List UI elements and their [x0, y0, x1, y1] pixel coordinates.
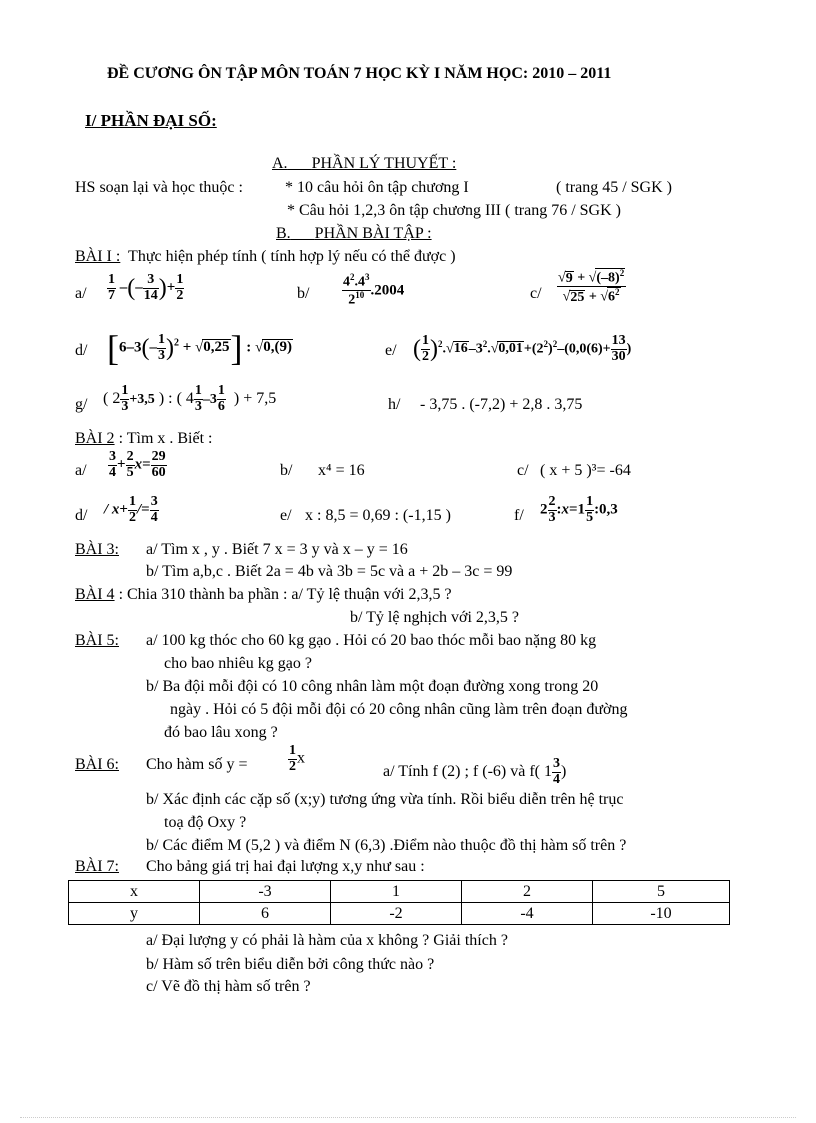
- section-b-title: PHẦN BÀI TẬP :: [314, 225, 432, 242]
- ex1-c-expression: $\frac{√9 + √(-8)^2}{√25 + √6^2}$: [558, 268, 625, 305]
- ex1-d-label: d/: [75, 342, 88, 359]
- ex1-h-label: h/: [388, 396, 401, 413]
- ex6-lead: Cho hàm số y =: [146, 756, 248, 773]
- ex1-a-label: a/: [75, 285, 87, 302]
- table-cell: -10: [593, 903, 730, 925]
- ex6-b-line2: toạ độ Oxy ?: [164, 814, 247, 831]
- ex2-e-expression: x : 8,5 = 0,69 : (-1,15 ): [305, 507, 451, 524]
- ex6-a-text: a/ Tính f (2) ; f (-6) và f(: [383, 762, 540, 780]
- ex2-a-expression: $\frac{3}{4}$ + $\frac{2}{5}$ x= $\frac{29}{60}$: [109, 449, 166, 480]
- ex6-a: a/ Tính f (2) ; f (-6) và f( 1 $\frac{3}{4}$ ): [383, 756, 567, 787]
- exercise-4-label: BÀI 4: [75, 586, 115, 603]
- theory-lead: HS soạn lại và học thuộc :: [75, 179, 243, 196]
- ex2-e-label: e/: [280, 507, 292, 524]
- ex2-a-label: a/: [75, 462, 87, 479]
- theory-item-1: * 10 câu hỏi ôn tập chương I: [285, 179, 469, 196]
- table-cell: y: [69, 903, 200, 925]
- ex1-a-expression: $\frac{1}{7}$ –(– $\frac{3}{14}$ )+ $\frac{1}{2}$: [108, 272, 184, 303]
- table-cell: x: [69, 881, 200, 903]
- ex1-e-label: e/: [385, 342, 397, 359]
- ex5-a-line2: cho bao nhiêu kg gạo ?: [164, 655, 312, 672]
- theory-ref-1: ( trang 45 / SGK ): [556, 179, 672, 196]
- theory-item-2: * Câu hỏi 1,2,3 ôn tập chương III ( trang 76 / SGK ): [287, 202, 621, 219]
- ex1-g-tail: ) + 7,5: [233, 389, 277, 407]
- ex2-d-expression: / x+ $\frac{1}{2}$ /= $\frac{3}{4}$: [104, 494, 158, 525]
- ex2-f-expression: 2 $\frac{2}{3}$ :x=1 $\frac{1}{5}$ :0,3: [540, 494, 618, 525]
- section-a-heading: [272, 156, 456, 172]
- ex7-a: a/ Đại lượng y có phải là hàm của x không ? Giải thích ?: [146, 932, 508, 949]
- ex2-b-label: b/: [280, 462, 293, 479]
- ex6-b-line1: b/ Xác định các cặp số (x;y) tương ứng vừa tính. Rồi biểu diễn trên hệ trục: [146, 791, 624, 808]
- table-cell: 1: [331, 881, 462, 903]
- section-a-title: PHẦN LÝ THUYẾT :: [311, 155, 457, 172]
- exercise-3-label: BÀI 3:: [75, 541, 119, 558]
- table-cell: 2: [462, 881, 593, 903]
- ex5-a-line1: a/ 100 kg thóc cho 60 kg gạo . Hỏi có 20 bao thóc mỗi bao nặng 80 kg: [146, 632, 597, 649]
- exercise-1-text: Thực hiện phép tính ( tính hợp lý nếu có thể được ): [128, 248, 456, 265]
- ex7-b: b/ Hàm số trên biểu diễn bởi công thức nào ?: [146, 956, 435, 973]
- table-cell: -2: [331, 903, 462, 925]
- document-title: ĐỀ CƯƠNG ÔN TẬP MÔN TOÁN 7 HỌC KỲ I NĂM HỌC: 2010 – 2011: [107, 65, 612, 82]
- ex2-c-label: c/: [517, 462, 529, 479]
- ex2-c-expression: ( x + 5 )³= -64: [540, 462, 631, 479]
- ex3-b: b/ Tìm a,b,c . Biết 2a = 4b và 3b = 5c và a + 2b – 3c = 99: [146, 563, 513, 580]
- table-cell: -3: [200, 881, 331, 903]
- exercise-4-heading: [75, 587, 452, 603]
- exercise-7-text: Cho bảng giá trị hai đại lượng x,y như sau :: [146, 858, 425, 875]
- ex4-b: b/ Tỷ lệ nghịch với 2,3,5 ?: [350, 609, 520, 626]
- ex2-b-expression: x⁴ = 16: [318, 462, 365, 479]
- table-row: [69, 903, 730, 925]
- part-heading: I/ PHẦN ĐẠI SỐ:: [85, 111, 217, 130]
- ex5-b-line3: đó bao lâu xong ?: [164, 724, 278, 741]
- section-a-letter: A.: [272, 155, 288, 172]
- section-b-letter: B.: [276, 225, 291, 242]
- ex6-function: $\frac{1}{2}$ x: [289, 743, 305, 774]
- exercise-2-heading: [75, 431, 213, 447]
- ex1-c-label: c/: [530, 285, 542, 302]
- ex2-d-label: d/: [75, 507, 88, 524]
- exercise-6-label: BÀI 6:: [75, 756, 119, 773]
- exercise-4-text: : Chia 310 thành ba phần : a/ Tỷ lệ thuận với 2,3,5 ?: [118, 586, 452, 603]
- table-row: [69, 881, 730, 903]
- table-cell: 5: [593, 881, 730, 903]
- exercise-1-heading: [75, 249, 456, 265]
- values-table: [68, 880, 730, 925]
- exercise-5-label: BÀI 5:: [75, 632, 119, 649]
- table-cell: -4: [462, 903, 593, 925]
- ex1-g-mid: ) : (: [158, 389, 182, 407]
- ex1-b-expression: $\frac{4^2.4^3}{2^{10}}$ .2004: [343, 272, 405, 308]
- ex2-f-label: f/: [514, 507, 524, 524]
- ex1-g-expression: ( 2 $\frac{1}{3}$ +3,5 ) : ( 4 $\frac{1}{3}$ –3 $\frac{1}{6}$ ) + 7,5: [103, 383, 277, 414]
- ex1-b-label: b/: [297, 285, 310, 302]
- ex1-h-expression: - 3,75 . (-7,2) + 2,8 . 3,75: [420, 396, 583, 413]
- exercise-1-label: BÀI I :: [75, 248, 121, 265]
- ex1-d-expression: [6–3(– $\frac{1}{3}$ )$^2$ + √0,25] : √0,(9): [107, 328, 293, 368]
- ex5-b-line2: ngày . Hỏi có 5 đội mỗi đội có 20 công nhân cũng làm trên đoạn đường: [170, 701, 628, 718]
- section-b-heading: [276, 226, 432, 242]
- table-cell: 6: [200, 903, 331, 925]
- ex5-b-line1: b/ Ba đội mỗi đội có 10 công nhân làm một đoạn đường xong trong 20: [146, 678, 599, 695]
- ex3-a: a/ Tìm x , y . Biết 7 x = 3 y và x – y = 16: [146, 541, 408, 558]
- ex7-c: c/ Vẽ đồ thị hàm số trên ?: [146, 978, 311, 995]
- ex6-c: b/ Các điểm M (5,2 ) và điểm N (6,3) .Điểm nào thuộc đồ thị hàm số trên ?: [146, 837, 627, 854]
- ex6-x: x: [297, 749, 305, 767]
- ex1-e-expression: ( $\frac{1}{2}$ )$^2.√16-3^2.√0,01+(2^2)^2-(0,0(6)+$ $\frac{13}{30}$ ): [413, 333, 632, 364]
- ex1-g-label: g/: [75, 396, 88, 413]
- exercise-7-label: BÀI 7:: [75, 858, 119, 875]
- page-divider: [20, 1117, 796, 1118]
- exercise-2-label: BÀI 2: [75, 430, 115, 447]
- exercise-2-text: : Tìm x . Biết :: [118, 430, 213, 447]
